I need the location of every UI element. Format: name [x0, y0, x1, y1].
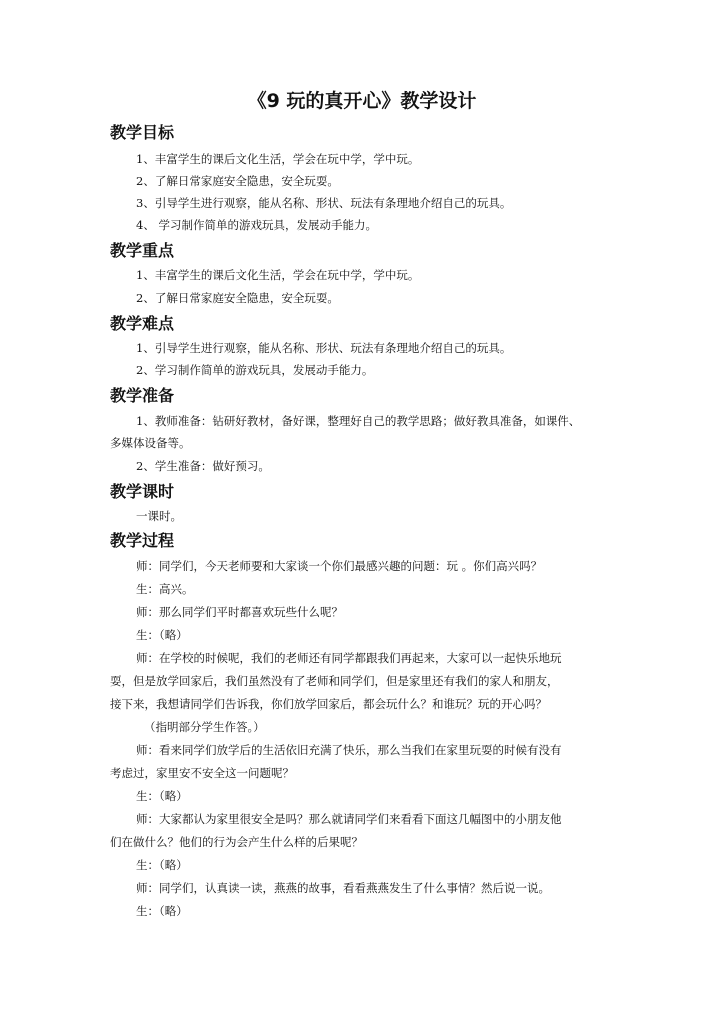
goals-line: 2、了解日常家庭安全隐患，安全玩耍。: [136, 174, 339, 188]
process-line: 们在做什么？他们的行为会产生什么样的后果呢？: [110, 835, 363, 849]
hours-line: 一课时。: [136, 509, 182, 523]
preparation-line: 多媒体设备等。: [110, 436, 191, 450]
process-line: 师：那么同学们平时都喜欢玩些什么呢？: [136, 605, 343, 619]
section-heading-hours: 教学课时: [110, 482, 175, 501]
process-line: 师：同学们，今天老师要和大家谈一个你们最感兴趣的问题：玩 。你们高兴吗？: [136, 559, 543, 573]
process-line: 耍，但是放学回家后，我们虽然没有了老师和同学们，但是家里还有我们的家人和朋友，: [110, 674, 559, 688]
key-points-line: 1、丰富学生的课后文化生活，学会在玩中学，学中玩。: [136, 268, 420, 282]
difficulties-line: 1、引导学生进行观察，能从名称、形状、玩法有条理地介绍自己的玩具。: [136, 341, 512, 355]
goals-line: 1、丰富学生的课后文化生活，学会在玩中学，学中玩。: [136, 152, 420, 166]
process-line: 师：看来同学们放学后的生活依旧充满了快乐，那么当我们在家里玩耍的时候有没有: [136, 743, 562, 757]
process-line: 生：高兴。: [136, 582, 194, 596]
section-heading-difficulties: 教学难点: [110, 314, 175, 333]
process-line: 师：大家都认为家里很安全是吗？那么就请同学们来看看下面这几幅图中的小朋友他: [136, 812, 562, 826]
process-line: 生：（略）: [136, 789, 188, 803]
process-line: 生：（略）: [136, 858, 188, 872]
difficulties-line: 2、学习制作简单的游戏玩具，发展动手能力。: [136, 363, 374, 377]
process-line: （指明部分学生作答。）: [144, 720, 265, 734]
goals-line: 4、 学习制作简单的游戏玩具，发展动手能力。: [136, 218, 377, 232]
process-line: 考虑过，家里安不安全这一问题呢？: [110, 766, 294, 780]
section-heading-key-points: 教学重点: [110, 241, 175, 260]
key-points-line: 2、了解日常家庭安全隐患，安全玩耍。: [136, 291, 339, 305]
process-line: 师：在学校的时候呢，我们的老师还有同学都跟我们再起来，大家可以一起快乐地玩: [136, 651, 562, 665]
goals-line: 3、引导学生进行观察，能从名称、形状、玩法有条理地介绍自己的玩具。: [136, 196, 512, 210]
section-heading-process: 教学过程: [110, 531, 175, 550]
preparation-line: 1、教师准备：钻研好教材，备好课，整理好自己的教学思路；做好教具准备，如课件、: [136, 414, 581, 428]
process-line: 生：（略）: [136, 628, 188, 642]
document-title: 《9 玩的真开心》教学设计: [247, 90, 477, 112]
process-line: 接下来，我想请同学们告诉我，你们放学回家后，都会玩什么？和谁玩？玩的开心吗？: [110, 697, 547, 711]
section-heading-goals: 教学目标: [110, 123, 175, 142]
process-line: 生：（略）: [136, 904, 188, 918]
preparation-line: 2、学生准备：做好预习。: [136, 459, 270, 473]
process-line: 师：同学们，认真读一读，燕燕的故事，看看燕燕发生了什么事情？然后说一说。: [136, 881, 550, 895]
section-heading-preparation: 教学准备: [110, 386, 175, 405]
